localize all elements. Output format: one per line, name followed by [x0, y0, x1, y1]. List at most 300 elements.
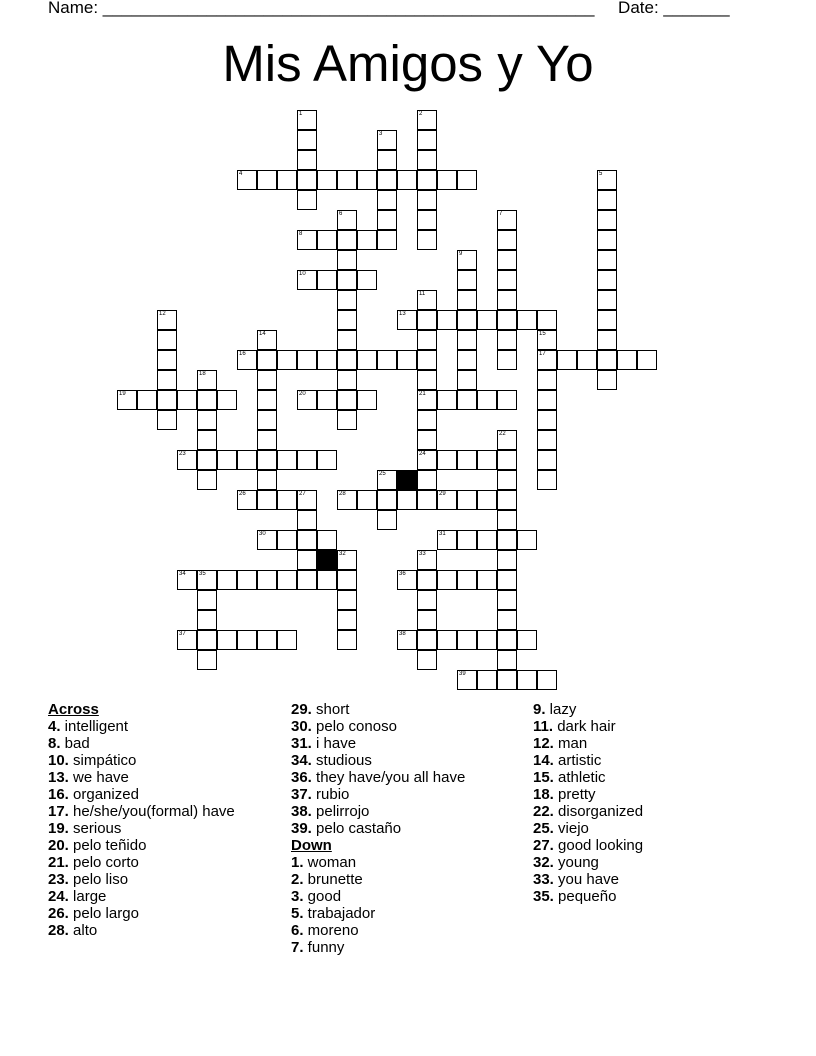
crossword-cell[interactable]	[197, 470, 217, 490]
clue-number-label: 32	[339, 551, 346, 557]
crossword-cell[interactable]	[357, 270, 377, 290]
crossword-cell[interactable]	[417, 330, 437, 350]
crossword-cell[interactable]	[597, 350, 617, 370]
crossword-cell[interactable]	[177, 630, 197, 650]
crossword-cell[interactable]	[377, 230, 397, 250]
across-clue	[48, 905, 288, 922]
crossword-cell[interactable]	[337, 610, 357, 630]
clue-number: 23.	[48, 871, 69, 888]
clue-number: 31.	[291, 735, 312, 752]
clue-text: funny	[303, 939, 345, 956]
crossword-cell[interactable]	[377, 350, 397, 370]
clue-number: 25.	[533, 820, 554, 837]
crossword-cell[interactable]	[537, 670, 557, 690]
crossword-cell[interactable]	[237, 630, 257, 650]
crossword-cell[interactable]	[237, 490, 257, 510]
crossword-cell[interactable]	[637, 350, 657, 370]
clue-text: artistic	[553, 752, 602, 769]
crossword-cell[interactable]	[177, 450, 197, 470]
crossword-cell[interactable]	[197, 630, 217, 650]
crossword-cell[interactable]	[397, 490, 417, 510]
clue-text: pelirrojo	[311, 803, 370, 820]
crossword-cell[interactable]	[417, 630, 437, 650]
clue-number: 29.	[291, 701, 312, 718]
crossword-cell[interactable]	[337, 570, 357, 590]
crossword-cell[interactable]	[377, 150, 397, 170]
crossword-cell[interactable]	[597, 170, 617, 190]
crossword-cell[interactable]	[157, 350, 177, 370]
crossword-cell[interactable]	[477, 570, 497, 590]
clue-text: viejo	[553, 820, 589, 837]
crossword-cell[interactable]	[337, 350, 357, 370]
crossword-cell[interactable]	[257, 350, 277, 370]
crossword-cell[interactable]	[417, 310, 437, 330]
clue-number: 18.	[533, 786, 554, 803]
crossword-cell[interactable]	[477, 490, 497, 510]
clue-text: simpático	[68, 752, 137, 769]
clue-column-2	[291, 701, 531, 956]
crossword-cell[interactable]	[257, 410, 277, 430]
crossword-cell[interactable]	[337, 330, 357, 350]
crossword-cell[interactable]	[337, 410, 357, 430]
crossword-cell[interactable]	[357, 490, 377, 510]
crossword-cell[interactable]	[297, 170, 317, 190]
crossword-cell[interactable]	[277, 450, 297, 470]
across-clue	[48, 922, 288, 939]
crossword-cell[interactable]	[597, 270, 617, 290]
crossword-cell[interactable]	[437, 170, 457, 190]
crossword-cell[interactable]	[417, 610, 437, 630]
crossword-cell[interactable]	[377, 210, 397, 230]
crossword-cell[interactable]	[337, 170, 357, 190]
crossword-cell[interactable]	[277, 170, 297, 190]
crossword-cell[interactable]	[497, 390, 517, 410]
clue-number-label: 33	[419, 551, 426, 557]
crossword-cell[interactable]	[317, 270, 337, 290]
crossword-cell[interactable]	[417, 650, 437, 670]
crossword-cell[interactable]	[197, 570, 217, 590]
crossword-cell[interactable]	[497, 210, 517, 230]
crossword-cell[interactable]	[417, 490, 437, 510]
crossword-cell[interactable]	[137, 390, 157, 410]
crossword-cell[interactable]	[597, 370, 617, 390]
clue-number: 4.	[48, 718, 61, 735]
clue-column-1	[48, 701, 288, 939]
crossword-cell[interactable]	[357, 390, 377, 410]
crossword-cell[interactable]	[597, 290, 617, 310]
crossword-cell[interactable]	[417, 150, 437, 170]
crossword-cell[interactable]	[457, 570, 477, 590]
across-clue	[291, 752, 531, 769]
crossword-cell[interactable]	[277, 530, 297, 550]
crossword-cell[interactable]	[377, 170, 397, 190]
crossword-cell[interactable]	[417, 430, 437, 450]
crossword-cell[interactable]	[377, 130, 397, 150]
crossword-cell[interactable]	[457, 170, 477, 190]
clue-number-label: 26	[239, 491, 246, 497]
crossword-cell[interactable]	[497, 590, 517, 610]
down-clue	[533, 769, 773, 786]
clue-number-label: 13	[399, 311, 406, 317]
crossword-cell[interactable]	[237, 170, 257, 190]
crossword-cell[interactable]	[337, 250, 357, 270]
crossword-cell[interactable]	[297, 390, 317, 410]
crossword-cell[interactable]	[417, 130, 437, 150]
crossword-cell[interactable]	[337, 290, 357, 310]
crossword-cell[interactable]	[317, 450, 337, 470]
crossword-cell[interactable]	[157, 370, 177, 390]
crossword-cell[interactable]	[317, 530, 337, 550]
crossword-cell[interactable]	[457, 250, 477, 270]
crossword-cell[interactable]	[297, 530, 317, 550]
crossword-cell[interactable]	[377, 470, 397, 490]
across-heading: Across	[48, 701, 99, 718]
crossword-cell[interactable]	[397, 630, 417, 650]
crossword-cell[interactable]	[537, 410, 557, 430]
crossword-cell[interactable]	[577, 350, 597, 370]
crossword-cell[interactable]	[297, 110, 317, 130]
crossword-cell[interactable]	[497, 330, 517, 350]
crossword-cell[interactable]	[257, 390, 277, 410]
crossword-cell[interactable]	[437, 450, 457, 470]
crossword-cell[interactable]	[357, 170, 377, 190]
clue-text: they have/you all have	[311, 769, 466, 786]
crossword-cell[interactable]	[117, 390, 137, 410]
clue-text: pretty	[553, 786, 596, 803]
clue-number: 24.	[48, 888, 69, 905]
across-clue	[48, 820, 288, 837]
crossword-cell[interactable]	[537, 370, 557, 390]
crossword-cell[interactable]	[497, 490, 517, 510]
clue-number: 13.	[48, 769, 69, 786]
crossword-cell[interactable]	[377, 190, 397, 210]
crossword-cell[interactable]	[257, 370, 277, 390]
clue-number: 21.	[48, 854, 69, 871]
crossword-cell[interactable]	[457, 330, 477, 350]
crossword-cell[interactable]	[617, 350, 637, 370]
clue-text: pelo liso	[68, 871, 129, 888]
crossword-cell[interactable]	[337, 210, 357, 230]
crossword-cell[interactable]	[177, 570, 197, 590]
crossword-cell[interactable]	[357, 350, 377, 370]
crossword-cell[interactable]	[277, 630, 297, 650]
crossword-cell[interactable]	[297, 450, 317, 470]
crossword-cell[interactable]	[517, 530, 537, 550]
crossword-cell[interactable]	[457, 670, 477, 690]
crossword-cell[interactable]	[597, 230, 617, 250]
crossword-cell[interactable]	[397, 350, 417, 370]
crossword-cell[interactable]	[457, 390, 477, 410]
crossword-cell[interactable]	[257, 430, 277, 450]
crossword-cell[interactable]	[277, 350, 297, 370]
crossword-cell[interactable]	[497, 270, 517, 290]
crossword-cell[interactable]	[437, 630, 457, 650]
crossword-cell[interactable]	[517, 630, 537, 650]
across-clue	[291, 735, 531, 752]
crossword-cell[interactable]	[497, 350, 517, 370]
crossword-cell[interactable]	[477, 630, 497, 650]
clue-number-label: 21	[419, 391, 426, 397]
crossword-cell[interactable]	[237, 350, 257, 370]
crossword-cell[interactable]	[517, 670, 537, 690]
clue-text: pelo castaño	[311, 820, 402, 837]
crossword-cell[interactable]	[557, 350, 577, 370]
crossword-cell[interactable]	[337, 230, 357, 250]
crossword-cell[interactable]	[497, 310, 517, 330]
clue-text: alto	[68, 922, 98, 939]
crossword-cell[interactable]	[537, 430, 557, 450]
clue-number-label: 24	[419, 451, 426, 457]
crossword-cell[interactable]	[537, 330, 557, 350]
crossword-cell[interactable]	[497, 470, 517, 490]
crossword-cell[interactable]	[317, 170, 337, 190]
crossword-cell[interactable]	[457, 350, 477, 370]
clue-number: 32.	[533, 854, 554, 871]
crossword-cell[interactable]	[537, 470, 557, 490]
crossword-cell[interactable]	[477, 310, 497, 330]
crossword-cell[interactable]	[217, 570, 237, 590]
clue-number-label: 12	[159, 311, 166, 317]
crossword-cell[interactable]	[417, 390, 437, 410]
crossword-cell[interactable]	[257, 570, 277, 590]
crossword-cell[interactable]	[257, 170, 277, 190]
crossword-cell[interactable]	[297, 270, 317, 290]
crossword-cell[interactable]	[197, 590, 217, 610]
crossword-cell[interactable]	[497, 230, 517, 250]
across-clue	[48, 786, 288, 803]
crossword-cell[interactable]	[417, 350, 437, 370]
crossword-cell[interactable]	[197, 410, 217, 430]
clue-text: we have	[68, 769, 129, 786]
crossword-cell[interactable]	[477, 670, 497, 690]
crossword-cell[interactable]	[337, 630, 357, 650]
clue-number: 9.	[533, 701, 546, 718]
crossword-cell[interactable]	[177, 390, 197, 410]
across-clue	[291, 701, 531, 718]
crossword-cell[interactable]	[457, 290, 477, 310]
clue-text: woman	[303, 854, 357, 871]
crossword-cell[interactable]	[197, 610, 217, 630]
crossword-cell[interactable]	[417, 230, 437, 250]
crossword-cell[interactable]	[497, 510, 517, 530]
crossword-cell[interactable]	[337, 490, 357, 510]
clue-number-label: 8	[299, 231, 303, 237]
crossword-cell[interactable]	[397, 310, 417, 330]
clue-text: you have	[553, 871, 619, 888]
crossword-cell[interactable]	[497, 290, 517, 310]
crossword-cell[interactable]	[217, 450, 237, 470]
crossword-cell[interactable]	[417, 570, 437, 590]
crossword-cell[interactable]	[337, 270, 357, 290]
clue-text: disorganized	[553, 803, 644, 820]
crossword-cell[interactable]	[497, 530, 517, 550]
crossword-cell[interactable]	[457, 530, 477, 550]
crossword-cell[interactable]	[337, 370, 357, 390]
crossword-cell[interactable]	[297, 510, 317, 530]
clue-number: 1.	[291, 854, 304, 871]
crossword-cell[interactable]	[237, 450, 257, 470]
crossword-cell[interactable]	[297, 150, 317, 170]
crossword-cell[interactable]	[257, 450, 277, 470]
crossword-cell[interactable]	[537, 310, 557, 330]
crossword-cell[interactable]	[477, 530, 497, 550]
crossword-cell[interactable]	[597, 310, 617, 330]
crossword-cell[interactable]	[197, 650, 217, 670]
across-clue	[48, 735, 288, 752]
clue-text: young	[553, 854, 599, 871]
clue-number: 39.	[291, 820, 312, 837]
clue-number: 14.	[533, 752, 554, 769]
crossword-cell[interactable]	[437, 530, 457, 550]
clue-text: man	[553, 735, 588, 752]
crossword-cell[interactable]	[537, 350, 557, 370]
crossword-cell[interactable]	[297, 350, 317, 370]
clue-number-label: 29	[439, 491, 446, 497]
clue-number-label: 7	[499, 211, 503, 217]
crossword-cell[interactable]	[297, 190, 317, 210]
crossword-cell[interactable]	[257, 330, 277, 350]
crossword-cell[interactable]	[237, 570, 257, 590]
crossword-cell[interactable]	[417, 410, 437, 430]
clue-number-label: 22	[499, 431, 506, 437]
crossword-cell[interactable]	[417, 110, 437, 130]
crossword-cell[interactable]	[157, 330, 177, 350]
crossword-cell[interactable]	[297, 490, 317, 510]
crossword-cell[interactable]	[157, 390, 177, 410]
crossword-cell[interactable]	[157, 410, 177, 430]
crossword-cell[interactable]	[597, 250, 617, 270]
crossword-cell[interactable]	[337, 550, 357, 570]
crossword-cell[interactable]	[397, 170, 417, 190]
crossword-cell[interactable]	[197, 450, 217, 470]
crossword-cell[interactable]	[257, 530, 277, 550]
clue-number-label: 4	[239, 171, 243, 177]
crossword-cell[interactable]	[337, 390, 357, 410]
crossword-cell[interactable]	[197, 390, 217, 410]
crossword-cell[interactable]	[457, 450, 477, 470]
crossword-cell[interactable]	[257, 470, 277, 490]
down-clue	[291, 888, 531, 905]
crossword-cell[interactable]	[417, 450, 437, 470]
clue-number: 35.	[533, 888, 554, 905]
crossword-cell[interactable]	[497, 650, 517, 670]
clue-number-label: 5	[599, 171, 603, 177]
crossword-cell[interactable]	[257, 630, 277, 650]
down-clue	[533, 871, 773, 888]
crossword-cell[interactable]	[497, 610, 517, 630]
crossword-cell[interactable]	[317, 230, 337, 250]
crossword-cell[interactable]	[597, 190, 617, 210]
crossword-cell[interactable]	[437, 490, 457, 510]
crossword-cell[interactable]	[337, 310, 357, 330]
crossword-cell[interactable]	[257, 490, 277, 510]
crossword-cell[interactable]	[417, 370, 437, 390]
clue-number: 16.	[48, 786, 69, 803]
crossword-cell[interactable]	[417, 470, 437, 490]
crossword-cell[interactable]	[357, 230, 377, 250]
crossword-cell[interactable]	[417, 190, 437, 210]
clue-number: 8.	[48, 735, 61, 752]
crossword-black-cell	[397, 470, 417, 490]
crossword-cell[interactable]	[537, 450, 557, 470]
clue-text: trabajador	[303, 905, 376, 922]
crossword-cell[interactable]	[457, 370, 477, 390]
down-clue	[533, 888, 773, 905]
crossword-cell[interactable]	[297, 230, 317, 250]
crossword-cell[interactable]	[197, 430, 217, 450]
crossword-cell[interactable]	[477, 390, 497, 410]
across-clue	[48, 837, 288, 854]
crossword-cell[interactable]	[197, 370, 217, 390]
clue-number: 38.	[291, 803, 312, 820]
down-clue	[291, 922, 531, 939]
crossword-cell[interactable]	[497, 430, 517, 450]
crossword-cell[interactable]	[417, 210, 437, 230]
crossword-cell[interactable]	[277, 570, 297, 590]
crossword-cell[interactable]	[337, 590, 357, 610]
clue-number-label: 27	[299, 491, 306, 497]
crossword-cell[interactable]	[517, 310, 537, 330]
crossword-cell[interactable]	[217, 390, 237, 410]
down-clue	[533, 820, 773, 837]
crossword-cell[interactable]	[497, 250, 517, 270]
across-clue	[48, 718, 288, 735]
clue-number-label: 15	[539, 331, 546, 337]
crossword-cell[interactable]	[497, 670, 517, 690]
crossword-cell[interactable]	[317, 570, 337, 590]
crossword-cell[interactable]	[497, 570, 517, 590]
down-clue	[533, 752, 773, 769]
clue-number-label: 11	[419, 291, 426, 297]
clue-text: rubio	[311, 786, 350, 803]
crossword-cell[interactable]	[537, 390, 557, 410]
clue-number-label: 14	[259, 331, 266, 337]
crossword-cell[interactable]	[457, 490, 477, 510]
crossword-cell[interactable]	[457, 630, 477, 650]
crossword-cell[interactable]	[597, 210, 617, 230]
crossword-cell[interactable]	[297, 570, 317, 590]
crossword-cell[interactable]	[437, 310, 457, 330]
crossword-cell[interactable]	[417, 590, 437, 610]
crossword-cell[interactable]	[377, 490, 397, 510]
crossword-cell[interactable]	[417, 170, 437, 190]
crossword-cell[interactable]	[497, 630, 517, 650]
clue-text: intelligent	[60, 718, 129, 735]
down-clue	[533, 837, 773, 854]
crossword-cell[interactable]	[497, 450, 517, 470]
crossword-cell[interactable]	[597, 330, 617, 350]
crossword-cell[interactable]	[477, 450, 497, 470]
crossword-cell[interactable]	[377, 510, 397, 530]
crossword-cell[interactable]	[397, 570, 417, 590]
crossword-cell[interactable]	[417, 550, 437, 570]
crossword-cell[interactable]	[157, 310, 177, 330]
crossword-cell[interactable]	[457, 310, 477, 330]
crossword-cell[interactable]	[437, 390, 457, 410]
crossword-cell[interactable]	[317, 350, 337, 370]
crossword-cell[interactable]	[317, 390, 337, 410]
crossword-cell[interactable]	[457, 270, 477, 290]
crossword-cell[interactable]	[417, 290, 437, 310]
crossword-cell[interactable]	[277, 490, 297, 510]
clue-number-label: 1	[299, 111, 303, 117]
crossword-cell[interactable]	[437, 570, 457, 590]
crossword-cell[interactable]	[497, 550, 517, 570]
crossword-cell[interactable]	[297, 130, 317, 150]
crossword-cell[interactable]	[217, 630, 237, 650]
crossword-cell[interactable]	[297, 550, 317, 570]
across-clue	[48, 854, 288, 871]
